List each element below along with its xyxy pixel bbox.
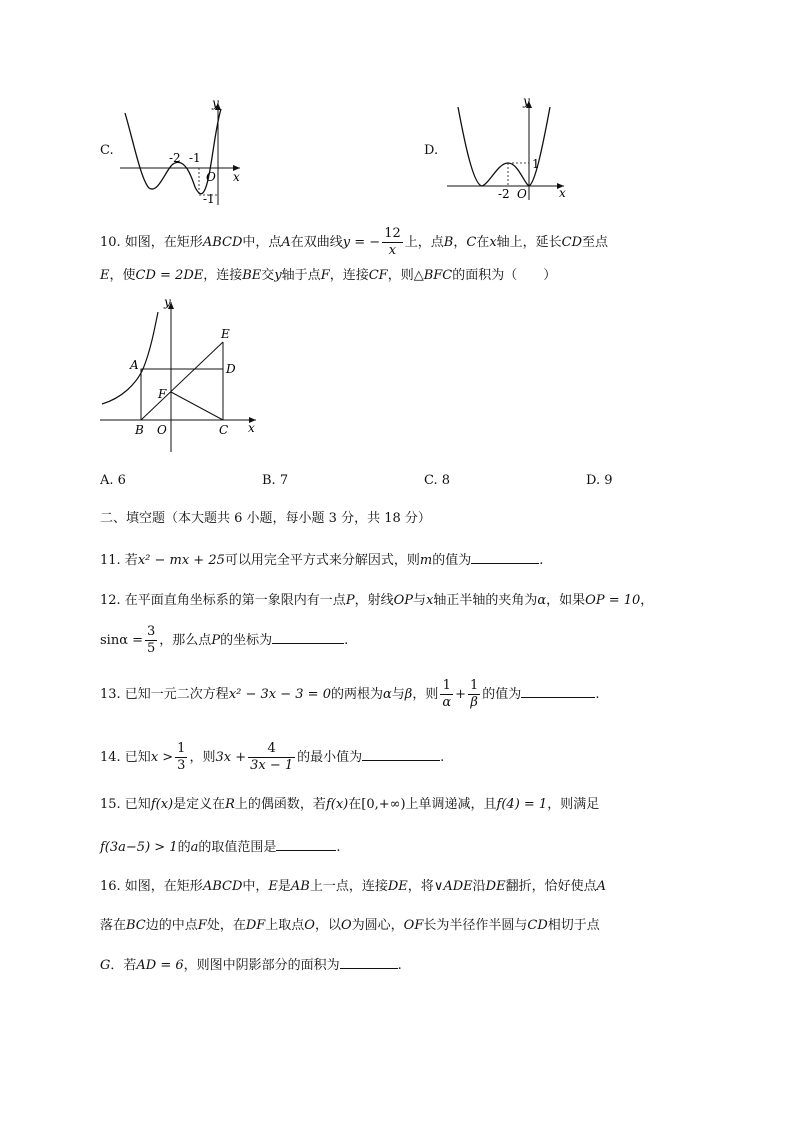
c-tick-minus2: -2 [169,151,181,165]
q13-line [100,678,599,711]
q11-text: 11. 若 [100,553,138,568]
q13-beta: β [404,687,413,702]
d-curve [458,107,550,186]
q12-text: ，如果 [546,593,586,608]
q10-text: 10. 如图，在矩形 [100,235,203,250]
q16-text: 中， [242,879,269,894]
q12-text: ，那么点 [159,633,212,648]
q10-cf: CF [368,268,388,283]
q12-p: P [211,633,221,648]
q16-text: 处，在 [206,918,246,933]
q16-ab: AB [290,879,310,894]
q10-point-a: A [281,235,291,250]
q13-frac2-num: 1 [470,678,479,693]
q12-frac-den: 5 [147,641,156,656]
q12-text: ， [640,593,654,608]
q10-point-e: E [100,268,110,283]
q12-op: OP [393,593,413,608]
q10-text: ，使 [109,268,136,283]
option-d-label: D. [424,143,439,158]
q13-plus: + [455,687,467,702]
fig-label-e: E [221,327,230,341]
q16-text: 翻折，恰好使点 [505,879,597,894]
q15-text: 15. 已知 [100,797,151,812]
c-origin-label: O [206,170,216,184]
q15-text: 上单调递减，且 [405,797,497,812]
q14-frac2 [248,741,295,774]
q14-frac2-den: 3x − 1 [250,758,294,773]
q10-text: 至点 [582,235,609,250]
fig-x-label: x [248,421,255,435]
fig-label-a: A [130,358,139,372]
q15-r: R [225,797,235,812]
q10-y: y [274,268,282,283]
d-tick-one: 1 [532,157,540,171]
graph-option-c [115,95,250,210]
q15-f4: f(4) = 1 [496,797,548,812]
q16-text: 上一点，连接 [309,879,388,894]
q10-point-c: C [466,235,477,250]
q14-condition: x > [150,750,174,765]
q16-line1 [100,876,606,898]
q10-text: 在双曲线 [290,235,343,250]
q16-ad-eq: AD = 6 [136,958,184,973]
q16-de: DE [485,879,506,894]
q15-fx: f(x) [150,797,174,812]
q10-rect-name: ABCD [202,235,243,250]
fig-label-d: D [226,362,236,376]
q10-figure [96,294,266,459]
q10-cd: CD [561,235,583,250]
q16-line2 [100,915,600,937]
fig-y-label: y [164,295,171,309]
c-tick-minus1: -1 [189,151,201,165]
q15-text: 上的偶函数，若 [234,797,326,812]
graph-option-d [442,95,577,205]
q16-o: O [340,918,352,933]
q16-df: DF [245,918,266,933]
q14-answer-blank[interactable] [362,746,440,761]
q13-text: 13. 已知一元二次方程 [100,687,229,702]
q12-text: 的坐标为 [220,633,273,648]
q12-sin: sinα = [100,633,144,648]
q15-line1 [100,794,599,816]
q11-text: 可以用完全平方式来分解因式，则 [224,553,420,568]
q13-frac1-den: α [442,695,452,710]
fig-label-c: C [219,423,229,437]
fig-rectangle [141,369,223,420]
q16-line3 [100,954,402,977]
q16-cd: CD [527,918,548,933]
q13-frac2 [468,678,480,711]
q13-text: ，则 [412,687,439,702]
q10-option-c: C. 8 [424,473,451,488]
q15-text: 的取值范围是 [198,840,277,855]
q12-x: x [426,593,434,608]
q15-text: 的 [177,840,191,855]
q14-frac1 [175,741,187,774]
q14-text: . [440,750,445,765]
q10-hyperbola-eq: y = − [342,235,381,250]
q16-a: A [596,879,606,894]
q10-text: 轴上，延长 [496,235,562,250]
q14-frac2-num: 4 [248,741,295,758]
q14-text: 的最小值为 [297,750,363,765]
q10-text: ，连接 [203,268,243,283]
q12-frac [145,624,157,657]
q13-text: 的值为 [482,687,522,702]
q10-text: 上，点 [404,235,444,250]
q16-f: F [197,918,207,933]
c-tick-minus1-y: -1 [203,192,215,206]
q16-e: E [268,879,278,894]
q13-answer-blank[interactable] [521,683,595,698]
d-origin-label: O [517,187,527,201]
q15-fx: f(x) [325,797,349,812]
q15-interval: [0,+∞) [361,797,406,812]
fig-line-cf [171,392,223,420]
q10-line1 [100,226,608,259]
q13-equation: x² − 3x − 3 = 0 [228,687,331,702]
q16-g: G [100,958,111,973]
q14-text: ，则 [189,750,216,765]
q10-x: x [489,235,497,250]
fig-line-be [141,342,223,420]
q15-inequality: f(3a−5) > 1 [100,840,178,855]
q15-text: 在 [348,797,362,812]
q15-text: . [336,840,341,855]
q16-text: 落在 [100,918,127,933]
q10-option-a: A. 6 [100,473,126,488]
q13-text: 的两根为 [330,687,383,702]
q12-text: . [344,633,349,648]
q16-text: 上取点 [265,918,305,933]
q10-text: 中，点 [242,235,282,250]
q10-frac-num: 12 [384,226,401,241]
d-x-label: x [559,186,566,200]
q16-de: DE [387,879,408,894]
q16-text: 边的中点 [145,918,198,933]
q16-bc: BC [126,918,146,933]
q16-text: . [397,958,402,973]
q15-text: 是定义在 [173,797,226,812]
q10-text: 在 [476,235,490,250]
q10-bfc: BFC [423,268,453,283]
q12-line1 [100,590,653,612]
q16-text: 长为半径作半圆与 [423,918,528,933]
q10-frac [382,226,403,259]
q13-frac1 [440,678,453,711]
q11-text: 的值为 [432,553,472,568]
fig-label-b: B [135,423,144,437]
q11-text: . [539,553,544,568]
q11-m: m [419,553,433,568]
q10-cd-eq: CD = 2DE [135,268,204,283]
q13-frac2-den: β [470,695,478,710]
q14-frac1-den: 3 [177,758,186,773]
q14-text: 14. 已知 [100,750,151,765]
q12-p: P [345,593,355,608]
q15-a: a [190,840,199,855]
q11-expr: x² − mx + 25 [137,553,225,568]
q16-text: ，将 [407,879,434,894]
q10-be: BE [242,268,262,283]
q10-text: 的面积为（ ） [452,268,557,283]
q10-option-d: D. 9 [586,473,613,488]
fig-label-o: O [157,423,167,437]
d-y-label: y [523,95,530,108]
q13-text: . [595,687,600,702]
q16-text: 沿 [472,879,486,894]
q10-line2 [100,265,556,287]
q15-answer-blank[interactable] [276,836,336,851]
q16-of: OF [403,918,424,933]
section-heading: 二、填空题（本大题共 6 小题，每小题 3 分，共 18 分） [100,511,431,526]
q12-text: 12. 在平面直角坐标系的第一象限内有一点 [100,593,346,608]
q14-frac1-num: 1 [177,741,186,756]
q12-alpha: α [537,593,547,608]
q16-text: 16. 如图，在矩形 [100,879,203,894]
q10-point-f: F [320,268,330,283]
q13-frac1-num: 1 [440,678,453,695]
q16-o: O [304,918,315,933]
d-tick-minus2: -2 [498,187,510,201]
option-c-label: C. [100,143,114,158]
q14-line [100,741,444,774]
q16-text: 相切于点 [547,918,600,933]
q13-text: 与 [391,687,405,702]
q16-text: ．若 [110,958,137,973]
c-y-label: y [212,96,219,110]
q10-text: ，连接 [329,268,369,283]
q16-abcd: ABCD [202,879,243,894]
c-x-label: x [233,170,240,184]
q10-point-b: B [443,235,454,250]
q16-text: ，则图中阴影部分的面积为 [183,958,340,973]
q10-frac-den: x [388,243,397,258]
q15-text: ，则满足 [547,797,600,812]
fig-label-f: F [158,387,167,401]
q13-alpha: α [383,687,392,702]
q11-answer-blank[interactable] [471,549,539,564]
q12-op-eq: OP = 10 [585,593,641,608]
q12-text: 与 [412,593,426,608]
q11-line [100,549,543,572]
q16-text: ，以 [314,918,341,933]
q12-answer-blank[interactable] [272,629,344,644]
q12-text: ，射线 [354,593,394,608]
q16-ade: ∨ADE [433,879,473,894]
q12-frac-num: 3 [147,624,156,639]
q12-text: 轴正半轴的夹角为 [433,593,538,608]
q10-text: ， [453,235,467,250]
q15-line2 [100,836,341,859]
q16-text: 为圆心， [351,918,404,933]
q10-text: ，则△ [387,268,424,283]
q16-text: 是 [277,879,291,894]
q10-text: 交 [261,268,275,283]
q12-line2 [100,624,348,657]
q16-answer-blank[interactable] [340,954,398,969]
q10-text: 轴于点 [281,268,321,283]
q14-expr: 3x + [215,750,247,765]
q10-option-b: B. 7 [262,473,289,488]
